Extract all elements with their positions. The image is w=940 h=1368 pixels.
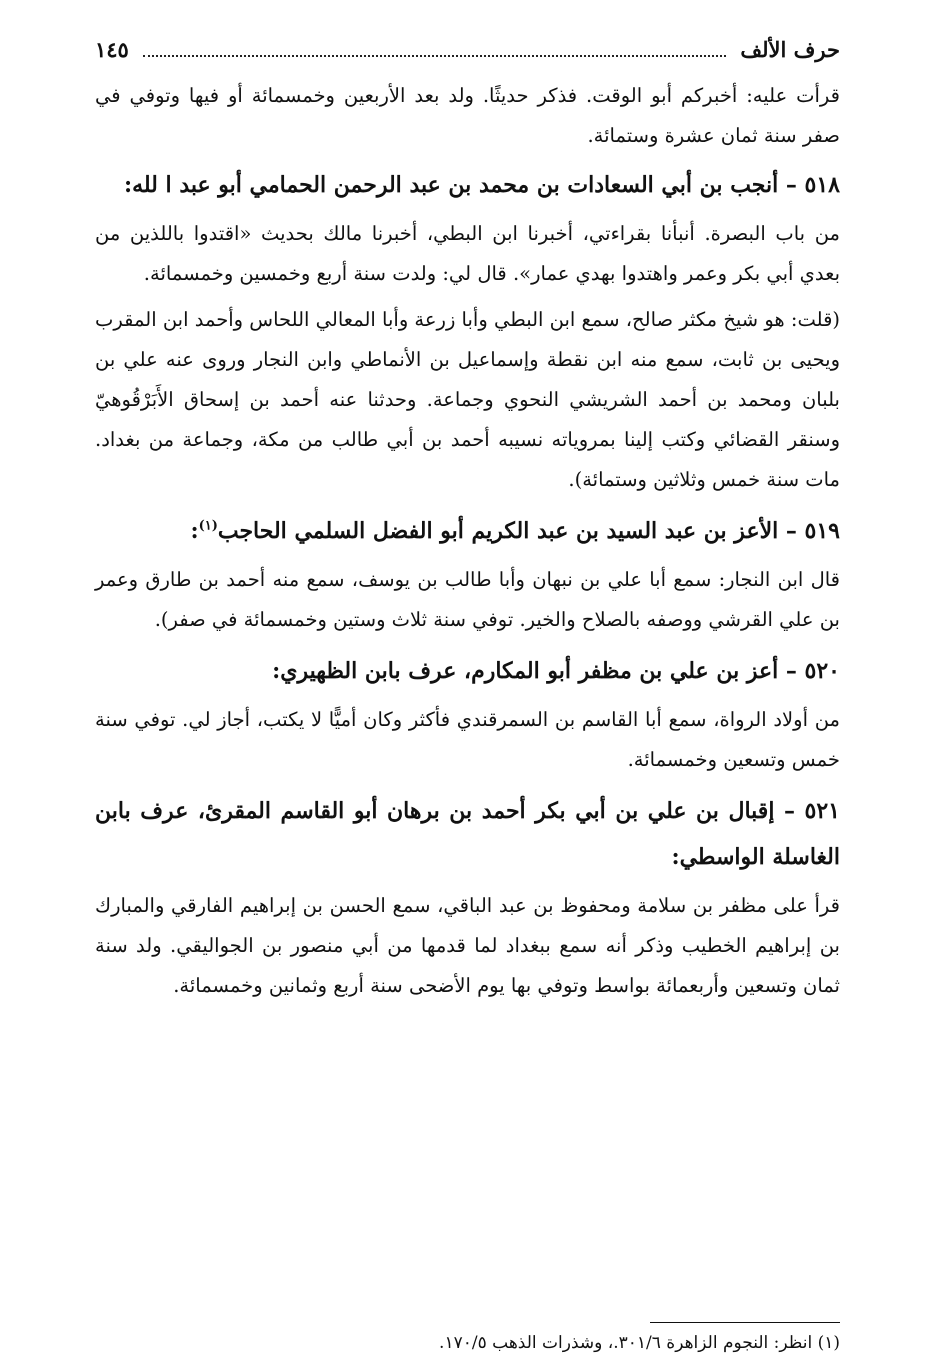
footnote: (١) انظر: النجوم الزاهرة ٣٠١/٦.، وشذرات الذهب ١٧٠/٥. <box>439 1333 840 1353</box>
entry-heading: ٥١٨ – أنجب بن أبي السعادات بن محمد بن عبد الرحمن الحمامي أبو عبد ا لله: <box>123 172 840 198</box>
entry-520 <box>95 648 840 780</box>
intro-paragraph: قرأت عليه: أخبركم أبو الوقت. فذكر حديثًا. ولد بعد الأربعين وخمسمائة أو فيها وتوفي في صفر سنة ثمان عشرة وستمائة. <box>95 84 840 147</box>
running-header <box>95 28 840 72</box>
entry-521 <box>95 788 840 1006</box>
book-page <box>95 28 840 1008</box>
footnote-divider <box>650 1322 840 1323</box>
entry-heading: ٥٢٠ – أعز بن علي بن مظفر أبو المكارم، عرف بابن الظهيري: <box>272 658 840 684</box>
leader-dots <box>143 37 727 57</box>
footnote-reference[interactable]: (١) <box>198 518 218 534</box>
entry-paragraph: قرأ على مظفر بن سلامة ومحفوظ بن عبد الباقي، سمع الحسن بن إبراهيم الفارقي والمبارك بن إبراهيم الخطيب وذكر أنه سمع ببغداد لما قدمها من أبي منصور بن الجواليقي. ولد سنة ثمان وتسعين وأربعمائة بواسط وتوفي بها يوم الأضحى سنة أربع وثمانين وخمسمائة. <box>95 894 840 997</box>
heading-colon: : <box>190 518 199 544</box>
entry-heading: ٥٢١ – إقبال بن علي بن أبي بكر أحمد بن برهان أبو القاسم المقرئ، عرف بابن الغاسلة الواسطي: <box>95 798 840 870</box>
entry-paragraph: من باب البصرة. أنبأنا بقراءتي، أخبرنا ابن البطي، أخبرنا مالك بحديث «اقتدوا باللذين من بعدي أبي بكر وعمر واهتدوا بهدي عمار». قال لي: ولدت سنة أربع وخمسين وخمسمائة. <box>95 222 840 285</box>
entry-518 <box>95 162 840 500</box>
entry-heading-text: ٥١٩ – الأعز بن عبد السيد بن عبد الكريم أبو الفضل السلمي الحاجب <box>217 518 840 544</box>
page-number: ١٤٥ <box>95 37 129 62</box>
entry-heading <box>95 508 840 554</box>
entry-519 <box>95 508 840 640</box>
entry-paragraph: (قلت: هو شيخ مكثر صالح، سمع ابن البطي وأبا زرعة وأبا المعالي اللحاس وأحمد ابن المقرب ويحيى بن ثابت، سمع منه ابن نقطة وإسماعيل بن الأنماطي وابن النجار وروى عنه علي بن بلبان ومحمد بن أحمد الشريشي النحوي وجماعة. وحدثنا عنه أحمد بن إسحاق الأَبَرْقُوهيّ وسنقر القضائي وكتب إلينا بمروياته نسيبه أحمد بن أبي طالب من مكة، وجماعة من بغداد. مات سنة خمس وثلاثين وستمائة). <box>95 308 840 491</box>
entry-paragraph: من أولاد الرواة، سمع أبا القاسم بن السمرقندي فأكثر وكان أميًّا لا يكتب، أجاز لي. توفي سنة خمس وتسعين وخمسمائة. <box>95 708 840 771</box>
entry-paragraph: قال ابن النجار: سمع أبا علي بن نبهان وأبا طالب بن يوسف، سمع منه أحمد بن طارق وعمر بن علي القرشي ووصفه بالصلاح والخير. توفي سنة ثلاث وستين وخمسمائة في صفر). <box>95 568 840 631</box>
chapter-title: حرف الألف <box>740 37 840 62</box>
